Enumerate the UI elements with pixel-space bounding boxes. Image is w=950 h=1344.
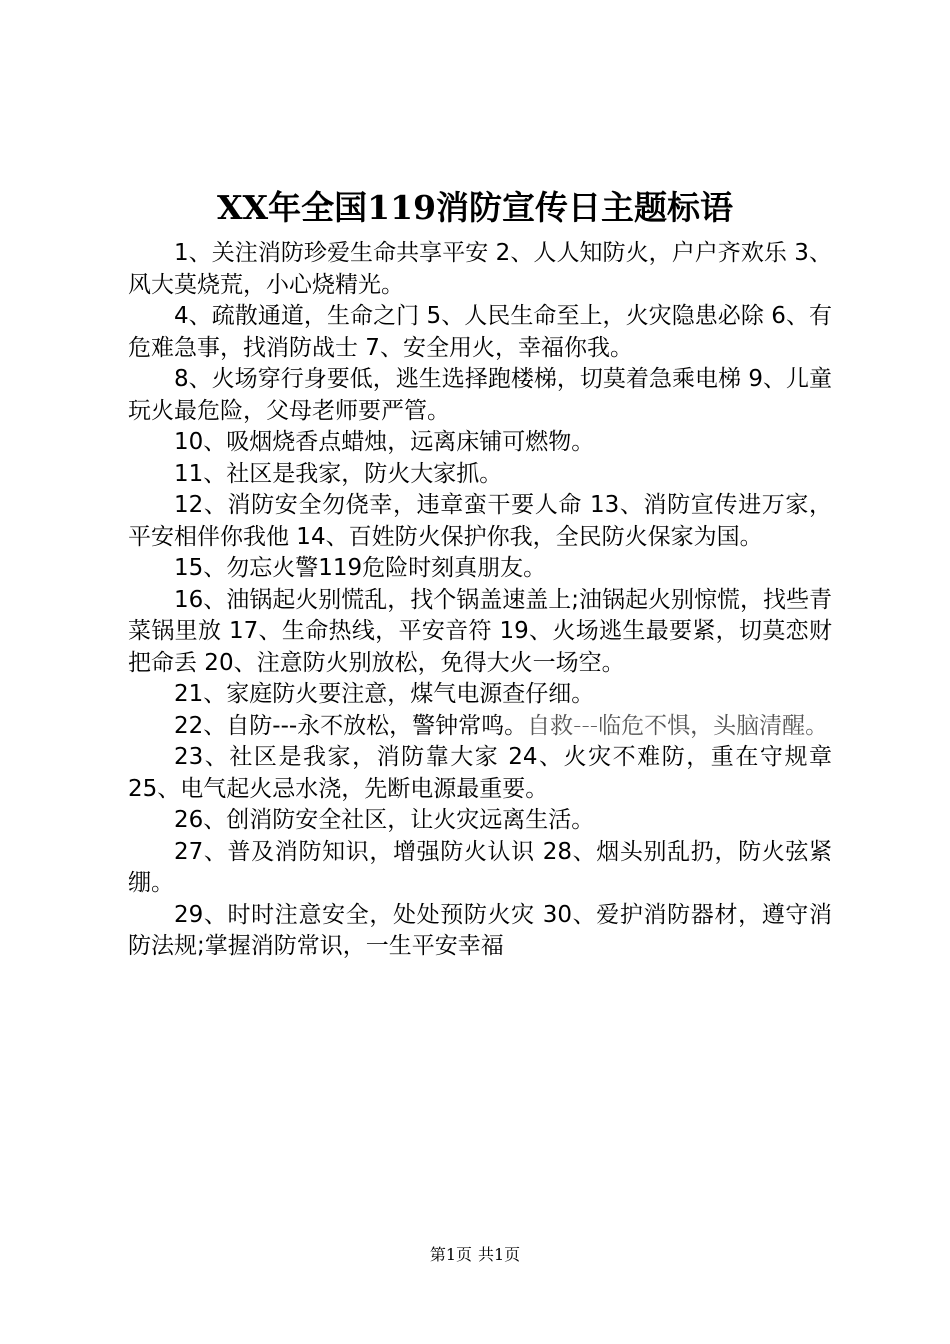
paragraph-29: 29、时时注意安全，处处预防火灾 30、爱护消防器材，遵守消防法规;掌握消防常识，一生平安幸福 [128, 901, 832, 959]
paragraph-22-main: 22、自防---永不放松，警钟常鸣。 [174, 712, 528, 739]
paragraph-1: 1、关注消防珍爱生命共享平安 2、人人知防火，户户齐欢乐 3、风大莫烧荒，小心烧精光。 [128, 240, 832, 298]
paragraph-22-muted: 自救---临危不惧，头脑清醒。 [527, 712, 829, 739]
paragraph-23: 23、社区是我家，消防靠大家 24、火灾不难防，重在守规章 25、电气起火忌水浇，先断电源最重要。 [128, 744, 832, 802]
paragraph-10: 10、吸烟烧香点蜡烛，远离床铺可燃物。 [174, 429, 595, 455]
paragraph-4: 4、疏散通道，生命之门 5、人民生命至上，火灾隐患必除 6、有危难急事，找消防战士 7、安全用火，幸福你我。 [128, 303, 832, 361]
paragraph-26: 26、创消防安全社区，让火灾远离生活。 [174, 807, 595, 833]
paragraph-15: 15、勿忘火警119危险时刻真朋友。 [174, 555, 547, 581]
page-footer [0, 1245, 950, 1265]
page-total: 共1页 [478, 1245, 521, 1264]
paragraph-8: 8、火场穿行身要低，逃生选择跑楼梯，切莫着急乘电梯 9、儿童玩火最危险，父母老师要严管。 [128, 366, 832, 424]
document-title: XX年全国119消防宣传日主题标语 [216, 188, 734, 227]
page-number: 第1页 [429, 1245, 472, 1264]
slogan-list [128, 238, 832, 963]
paragraph-12: 12、消防安全勿侥幸，违章蛮干要人命 13、消防宣传进万家，平安相伴你我他 14、百姓防火保护你我，全民防火保家为国。 [128, 492, 832, 550]
paragraph-22 [128, 711, 832, 743]
paragraph-27: 27、普及消防知识，增强防火认识 28、烟头别乱扔，防火弦紧绷。 [128, 838, 832, 896]
paragraph-11: 11、社区是我家，防火大家抓。 [174, 460, 503, 487]
paragraph-16: 16、油锅起火别慌乱，找个锅盖速盖上;油锅起火别惊慌，找些青菜锅里放 17、生命热线，平安音符 19、火场逃生最要紧，切莫恋财把命丢 20、注意防火别放松，免得大火一场空。 [128, 586, 833, 676]
paragraph-21: 21、家庭防火要注意，煤气电源查仔细。 [174, 681, 595, 707]
